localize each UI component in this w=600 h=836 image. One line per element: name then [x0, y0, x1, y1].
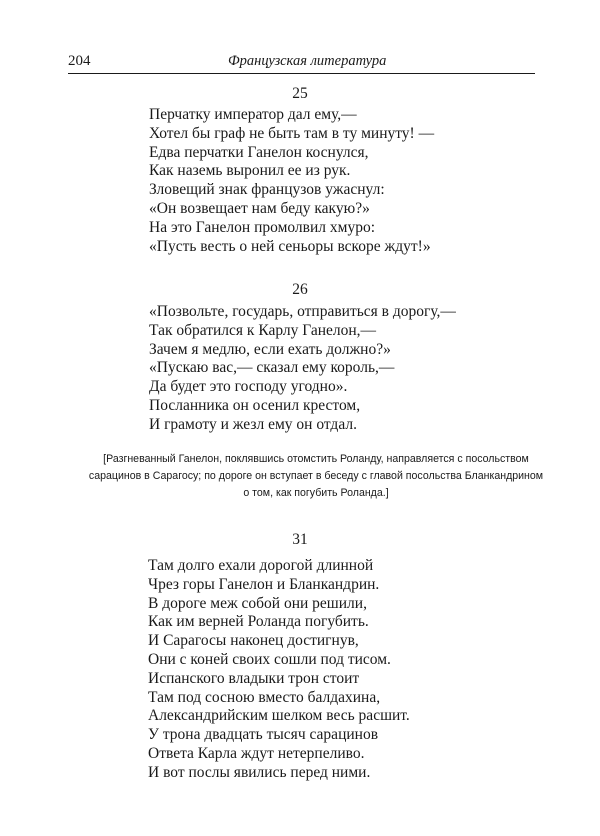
summary-line: сарацинов в Сарагосу; по дороге он вступает в беседу с главой посольства Бланкандрином: [88, 470, 544, 482]
summary-line: [Разгневанный Ганелон, поклявшись отомстить Роланду, направляется с посольством: [103, 453, 529, 465]
verse-line: Да будет это господу угодно».: [149, 378, 348, 396]
section-number-31: 31: [292, 531, 308, 548]
verse-line: «Он возвещает нам беду какую?»: [149, 199, 370, 217]
verse-line: «Пусть весть о ней сеньоры вскоре ждут!»: [149, 237, 431, 255]
verse-line: «Позвольте, государь, отправиться в дорогу,—: [149, 303, 456, 320]
verse-line: «Пускаю вас,— сказал ему король,—: [149, 359, 395, 377]
verse-line: И вот послы явились перед ними.: [148, 763, 371, 781]
verse-line: Хотел бы граф не быть там в ту минуту! —: [149, 124, 435, 142]
verse-line: На это Ганелон промолвил хмуро:: [149, 218, 376, 236]
verse-line: Зачем я медлю, если ехать должно?»: [149, 340, 391, 358]
verse-line: Как им верней Роланда погубить.: [148, 613, 369, 631]
verse-line: Чрез горы Ганелон и Бланкандрин.: [148, 575, 380, 593]
verse-line: Они с коней своих сошли под тисом.: [148, 650, 391, 668]
section-number-26: 26: [292, 281, 308, 298]
page-header: [68, 47, 535, 73]
verse-line: Перчатку император дал ему,—: [149, 106, 357, 123]
verse-line: И грамоту и жезл ему он отдал.: [149, 415, 357, 433]
verse-line: Так обратился к Карлу Ганелон,—: [149, 321, 377, 339]
page-number: 204: [68, 53, 91, 69]
editorial-summary: [88, 451, 544, 502]
verse-line: В дороге меж собой они решили,: [148, 594, 367, 612]
verse-line: Ответа Карла ждут нетерпеливо.: [148, 744, 365, 762]
verse-line: У трона двадцать тысяч сарацинов: [148, 726, 379, 744]
verse-line: Посланника он осенил крестом,: [149, 396, 361, 414]
verse-line: Как наземь выронил ее из рук.: [149, 162, 351, 180]
verse-line: Там долго ехали дорогой длинной: [148, 557, 374, 574]
header-rule: [68, 73, 535, 74]
verse-line: Испанского владыки трон стоит: [148, 669, 360, 687]
verse-line: Там под сосною вместо балдахина,: [148, 688, 381, 706]
section-number-25: 25: [292, 85, 308, 102]
verse-line: И Сарагосы наконец достигнув,: [148, 632, 359, 650]
summary-line: о том, как погубить Роланда.]: [243, 487, 389, 499]
verse-line: Зловещий знак французов ужаснул:: [149, 181, 385, 199]
verse-stanza-25: [149, 106, 434, 256]
running-title: Французская литература: [228, 53, 387, 69]
verse-line: Александрийским шелком весь расшит.: [148, 707, 410, 725]
verse-stanza-31: [148, 557, 410, 783]
verse-stanza-26: [149, 303, 456, 435]
verse-line: Едва перчатки Ганелон коснулся,: [149, 143, 369, 161]
